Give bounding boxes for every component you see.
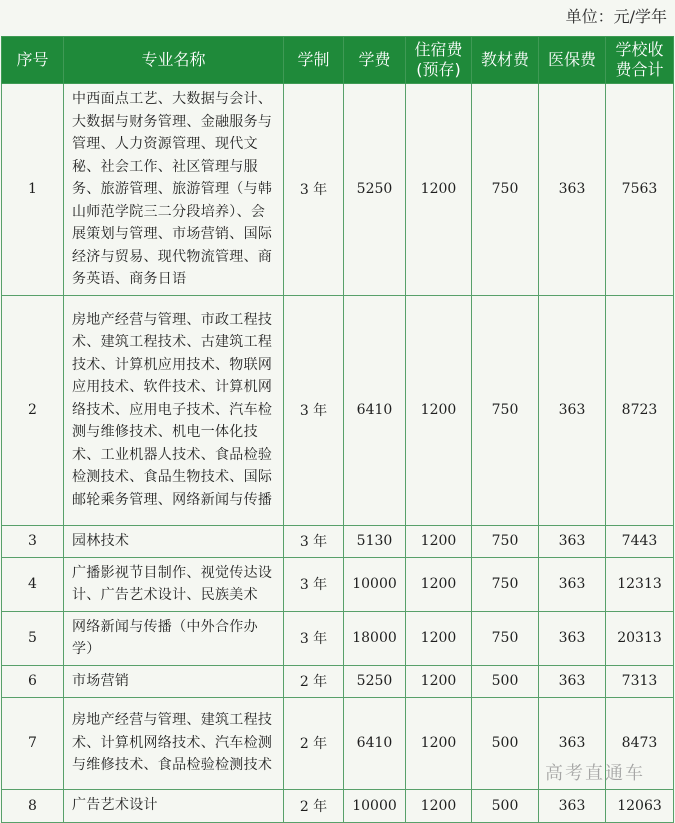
cell-dorm: 1200: [406, 557, 472, 611]
cell-major: 市场营销: [64, 665, 284, 697]
cell-index: 4: [2, 557, 64, 611]
cell-tuition: 10000: [344, 789, 406, 822]
header-insurance: 医保费: [539, 37, 606, 84]
fee-table: [1, 36, 674, 823]
cell-duration: 3 年: [284, 84, 344, 296]
cell-major: 广播影视节目制作、视觉传达设计、广告艺术设计、民族美术: [64, 557, 284, 611]
watermark: 高考直通车: [545, 763, 645, 784]
header-total: [606, 37, 674, 84]
cell-total: 20313: [606, 611, 674, 665]
cell-insurance: 363: [539, 697, 606, 789]
header-dorm: [406, 37, 472, 84]
cell-duration: 3 年: [284, 525, 344, 557]
cell-index: 2: [2, 295, 64, 525]
cell-books: 750: [472, 525, 539, 557]
cell-total: 12063: [606, 789, 674, 822]
cell-index: 3: [2, 525, 64, 557]
cell-books: 500: [472, 665, 539, 697]
header-dorm-label: 住宿费: [414, 40, 463, 59]
cell-dorm: 1200: [406, 295, 472, 525]
cell-total: 12313: [606, 557, 674, 611]
cell-books: 500: [472, 697, 539, 789]
cell-index: 6: [2, 665, 64, 697]
table-row: [2, 557, 674, 611]
cell-books: 750: [472, 84, 539, 296]
cell-tuition: 5250: [344, 665, 406, 697]
unit-label: 单位：元/学年: [565, 7, 667, 26]
header-total-line2: 费合计: [615, 60, 664, 79]
cell-dorm: 1200: [406, 665, 472, 697]
cell-index: 8: [2, 789, 64, 822]
cell-duration: 2 年: [284, 665, 344, 697]
cell-books: 750: [472, 557, 539, 611]
cell-duration: 2 年: [284, 697, 344, 789]
cell-major: 房地产经营与管理、市政工程技术、建筑工程技术、古建筑工程技术、计算机应用技术、物联网应用技术、软件技术、计算机网络技术、应用电子技术、汽车检测与维修技术、机电一体化技术、工业机器人技术、食品检验检测技术、食品生物技术、国际邮轮乘务管理、网络新闻与传播: [64, 295, 284, 525]
cell-total: 7563: [606, 84, 674, 296]
cell-tuition: 5130: [344, 525, 406, 557]
cell-major: 园林技术: [64, 525, 284, 557]
cell-index: 5: [2, 611, 64, 665]
cell-duration: 3 年: [284, 611, 344, 665]
cell-major: 广告艺术设计: [64, 789, 284, 822]
cell-insurance: 363: [539, 611, 606, 665]
table-row: [2, 665, 674, 697]
header-row: [2, 37, 674, 84]
cell-duration: 2 年: [284, 789, 344, 822]
cell-tuition: 6410: [344, 697, 406, 789]
cell-dorm: 1200: [406, 525, 472, 557]
cell-dorm: 1200: [406, 789, 472, 822]
header-total-line1: 学校收: [615, 40, 664, 59]
cell-insurance: 363: [539, 84, 606, 296]
cell-tuition: 10000: [344, 557, 406, 611]
cell-books: 750: [472, 295, 539, 525]
header-index: 序号: [2, 37, 64, 84]
cell-insurance: 363: [539, 665, 606, 697]
cell-index: 1: [2, 84, 64, 296]
cell-duration: 3 年: [284, 557, 344, 611]
cell-dorm: 1200: [406, 611, 472, 665]
table-row: [2, 295, 674, 525]
cell-index: 7: [2, 697, 64, 789]
cell-duration: 3 年: [284, 295, 344, 525]
cell-major: 网络新闻与传播（中外合作办学）: [64, 611, 284, 665]
cell-insurance: 363: [539, 295, 606, 525]
header-tuition: 学费: [344, 37, 406, 84]
header-duration: 学制: [284, 37, 344, 84]
header-major: 专业名称: [64, 37, 284, 84]
cell-tuition: 6410: [344, 295, 406, 525]
cell-tuition: 18000: [344, 611, 406, 665]
header-dorm-note: (预存): [416, 60, 461, 79]
table-row: [2, 789, 674, 822]
cell-total: 7443: [606, 525, 674, 557]
cell-insurance: 363: [539, 557, 606, 611]
cell-total: 8723: [606, 295, 674, 525]
cell-books: 500: [472, 789, 539, 822]
cell-tuition: 5250: [344, 84, 406, 296]
table-row: [2, 525, 674, 557]
cell-dorm: 1200: [406, 84, 472, 296]
cell-books: 750: [472, 611, 539, 665]
cell-major: 中西面点工艺、大数据与会计、大数据与财务管理、金融服务与管理、人力资源管理、现代文秘、社会工作、社区管理与服务、旅游管理、旅游管理（与韩山师范学院三二分段培养）、会展策划与管理、市场营销、国际经济与贸易、现代物流管理、商务英语、商务日语: [64, 84, 284, 296]
cell-insurance: 363: [539, 525, 606, 557]
header-books: 教材费: [472, 37, 539, 84]
cell-major: 房地产经营与管理、建筑工程技术、计算机网络技术、汽车检测与维修技术、食品检验检测技术: [64, 697, 284, 789]
cell-total: 7313: [606, 665, 674, 697]
cell-insurance: 363: [539, 789, 606, 822]
table-row: [2, 84, 674, 296]
table-row: [2, 611, 674, 665]
cell-dorm: 1200: [406, 697, 472, 789]
cell-total: 8473: [606, 697, 674, 789]
